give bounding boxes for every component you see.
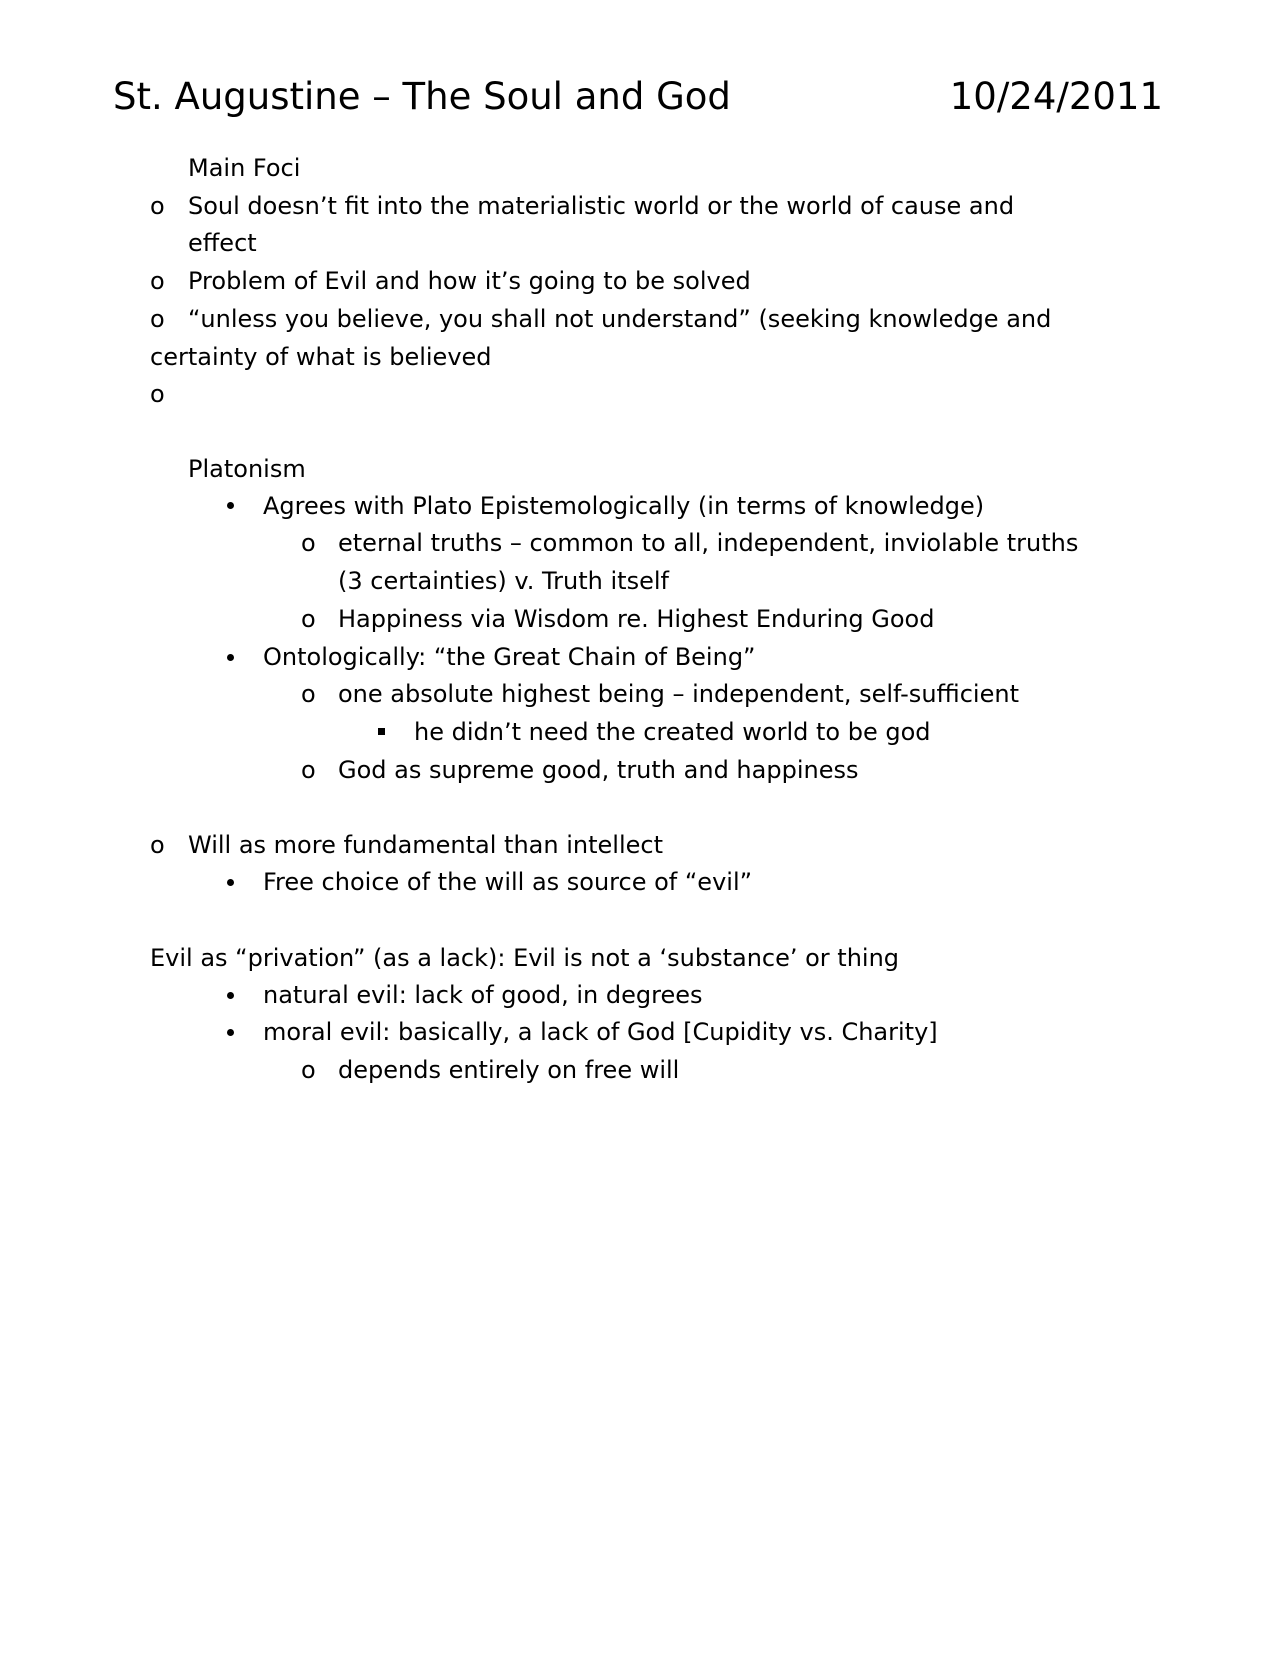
disc-bullet-icon — [227, 879, 234, 886]
document-date: 10/24/2011 — [949, 75, 1163, 118]
circle-bullet: o — [150, 305, 165, 333]
disc-bullet-icon — [227, 654, 234, 661]
circle-bullet: o — [150, 267, 165, 295]
platonism-heading: Platonism — [188, 455, 306, 483]
main-foci-item-evil: Problem of Evil and how it’s going to be solved — [188, 267, 751, 295]
disc-bullet-icon — [227, 1029, 234, 1036]
disc-bullet-icon — [227, 992, 234, 999]
evil-moral: moral evil: basically, a lack of God [Cupidity vs. Charity] — [263, 1018, 938, 1046]
platonism-ontology: Ontologically: “the Great Chain of Being” — [263, 643, 756, 671]
platonism-eternal-truths-cont: (3 certainties) v. Truth itself — [338, 567, 669, 595]
square-bullet-icon — [378, 728, 385, 735]
will-sub-item: Free choice of the will as source of “evil” — [263, 868, 753, 896]
platonism-supreme-good: God as supreme good, truth and happiness — [338, 756, 859, 784]
main-foci-item-believe: “unless you believe, you shall not understand” (seeking knowledge and — [188, 305, 1052, 333]
main-foci-item-soul: Soul doesn’t fit into the materialistic world or the world of cause and — [188, 192, 1015, 220]
evil-natural: natural evil: lack of good, in degrees — [263, 981, 703, 1009]
main-foci-item-soul-cont: effect — [188, 229, 257, 257]
platonism-created-world: he didn’t need the created world to be god — [414, 718, 931, 746]
circle-bullet: o — [301, 1056, 316, 1084]
platonism-eternal-truths: eternal truths – common to all, independent, inviolable truths — [338, 529, 1079, 557]
circle-bullet: o — [301, 605, 316, 633]
evil-heading: Evil as “privation” (as a lack): Evil is not a ‘substance’ or thing — [150, 944, 900, 972]
circle-bullet-empty: o — [150, 380, 165, 408]
main-foci-item-believe-cont: certainty of what is believed — [150, 343, 492, 371]
circle-bullet: o — [301, 756, 316, 784]
platonism-highest-being: one absolute highest being – independent, self-sufficient — [338, 680, 1019, 708]
circle-bullet: o — [301, 680, 316, 708]
circle-bullet: o — [150, 192, 165, 220]
platonism-epistemology: Agrees with Plato Epistemologically (in terms of knowledge) — [263, 492, 985, 520]
circle-bullet: o — [150, 831, 165, 859]
main-foci-heading: Main Foci — [188, 154, 301, 182]
platonism-happiness: Happiness via Wisdom re. Highest Enduring Good — [338, 605, 935, 633]
evil-free-will: depends entirely on free will — [338, 1056, 680, 1084]
will-item: Will as more fundamental than intellect — [188, 831, 663, 859]
disc-bullet-icon — [227, 502, 234, 509]
circle-bullet: o — [301, 529, 316, 557]
document-title: St. Augustine – The Soul and God — [113, 75, 731, 118]
